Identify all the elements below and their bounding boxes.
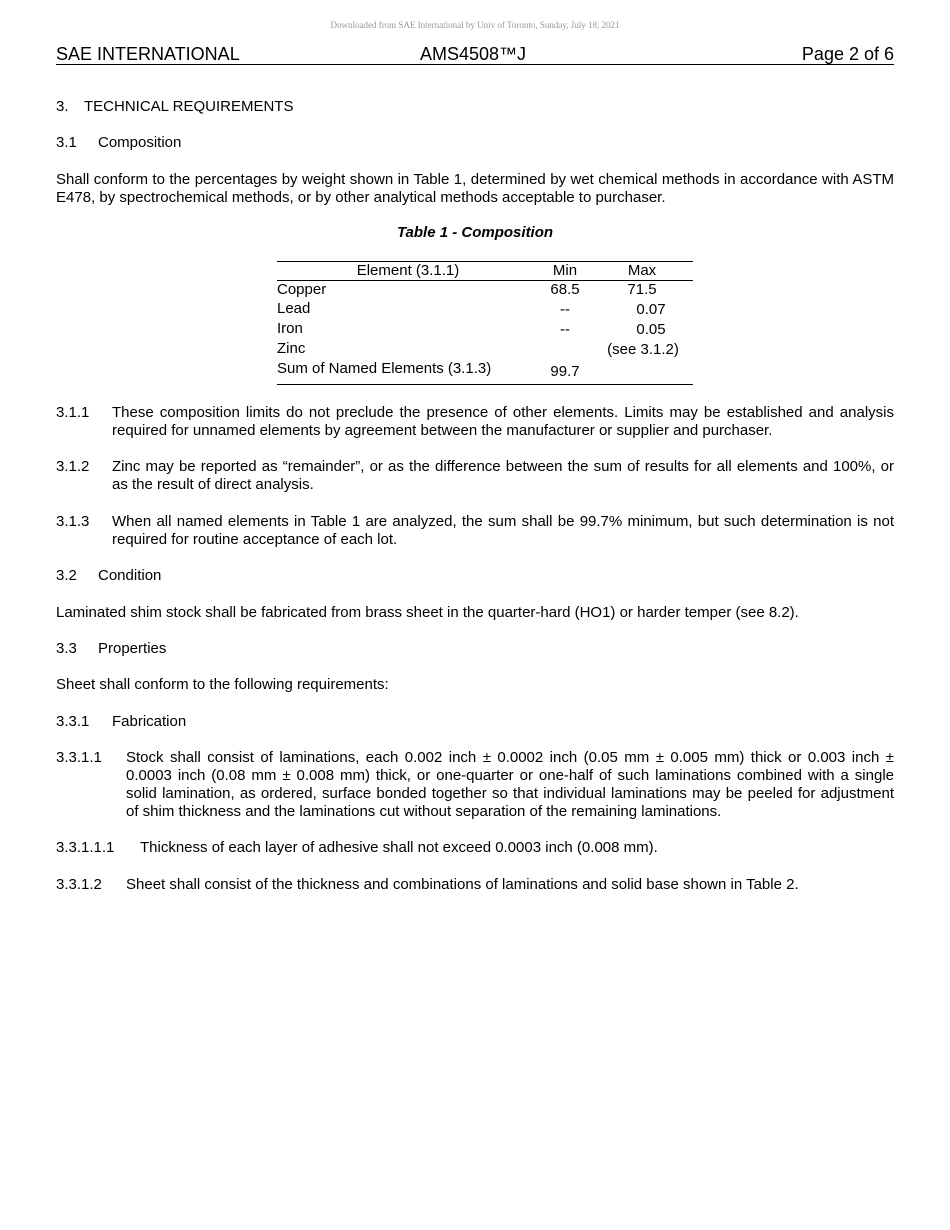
table-cell-min: -- <box>560 321 570 338</box>
download-watermark: Downloaded from SAE International by Univ of Toronto, Sunday, July 18, 2021 <box>330 20 620 30</box>
clause-3-3-1-2-number: 3.3.1.2 <box>56 876 102 893</box>
table-cell-element: Lead <box>277 300 311 317</box>
section-3-3-body: Sheet shall conform to the following requirements: <box>56 676 389 693</box>
clause-3-1-3-number: 3.1.3 <box>56 513 90 530</box>
section-3-1-title: Composition <box>98 134 182 151</box>
section-3-number: 3. <box>56 98 69 115</box>
clause-3-3-1-1-number: 3.3.1.1 <box>56 749 102 766</box>
table-cell-max: (see 3.1.2) <box>607 341 679 358</box>
section-3-3-number: 3.3 <box>56 640 77 657</box>
table-cell-min: 68.5 <box>550 281 580 298</box>
section-3-3-1-title: Fabrication <box>112 713 187 730</box>
section-3-title: TECHNICAL REQUIREMENTS <box>84 98 294 115</box>
table-1-title: Table 1 - Composition <box>396 224 554 241</box>
section-3-1-number: 3.1 <box>56 134 77 151</box>
clause-3-1-3-text: When all named elements in Table 1 are analyzed, the sum shall be 99.7% minimum, but such determination is not required for routine acceptance of each lot. <box>112 513 894 548</box>
table-cell-max: 0.07 <box>636 301 666 318</box>
clause-3-3-1-1-1-text: Thickness of each layer of adhesive shall not exceed 0.0003 inch (0.008 mm). <box>140 839 658 856</box>
clause-3-1-1-number: 3.1.1 <box>56 404 90 421</box>
table-bottom-rule <box>277 384 693 385</box>
table-cell-element: Copper <box>277 281 327 298</box>
section-3-3-1-number: 3.3.1 <box>56 713 90 730</box>
page-header <box>56 44 894 65</box>
header-publisher: SAE INTERNATIONAL <box>56 44 240 64</box>
table-cell-max: 71.5 <box>627 281 657 298</box>
table-cell-element: Sum of Named Elements (3.1.3) <box>277 360 492 377</box>
section-3-2-body: Laminated shim stock shall be fabricated from brass sheet in the quarter-hard (HO1) or harder temper (see 8.2). <box>56 604 799 621</box>
clause-3-3-1-2-text: Sheet shall consist of the thickness and combinations of laminations and solid base shown in Table 2. <box>126 876 799 893</box>
section-3-2-title: Condition <box>98 567 162 584</box>
clause-3-1-2-number: 3.1.2 <box>56 458 90 475</box>
table-cell-max: 0.05 <box>636 321 666 338</box>
table-header-element: Element (3.1.1) <box>356 262 460 279</box>
table-cell-element: Zinc <box>277 340 306 357</box>
table-cell-min: -- <box>560 301 570 318</box>
table-cell-element: Iron <box>277 320 303 337</box>
section-3-3-title: Properties <box>98 640 167 657</box>
header-page-number: Page 2 of 6 <box>801 44 894 64</box>
clause-3-1-1-text: These composition limits do not preclude the presence of other elements. Limits may be established and analysis required for unnamed elements by agreement between the manufacturer or supplier and purchaser. <box>112 404 894 439</box>
table-cell-min: 99.7 <box>550 363 580 380</box>
table-header-max: Max <box>627 262 657 279</box>
section-3-2-number: 3.2 <box>56 567 77 584</box>
header-doc-number: AMS4508™J <box>420 44 527 64</box>
table-header-min: Min <box>552 262 578 279</box>
clause-3-3-1-1-text: Stock shall consist of laminations, each 0.002 inch ± 0.0002 inch (0.05 mm ± 0.005 mm) thick or 0.003 inch ± 0.0003 inch (0.08 mm ± 0.008 mm) thick, or one-quarter or one-half of such laminations combined with a single solid lamination, as ordered, surface bonded together so that individual laminations may be peeled for adjustment of shim thickness and the laminations cut without separation of the remaining laminations. <box>126 749 894 820</box>
clause-3-3-1-1-1-number: 3.3.1.1.1 <box>56 839 115 856</box>
clause-3-1-2-text: Zinc may be reported as “remainder”, or as the difference between the sum of results for all elements and 100%, or as the result of direct analysis. <box>112 458 894 493</box>
section-3-1-body: Shall conform to the percentages by weight shown in Table 1, determined by wet chemical methods in accordance with ASTM E478, by spectrochemical methods, or by other analytical methods acceptable to purchaser. <box>56 171 894 206</box>
